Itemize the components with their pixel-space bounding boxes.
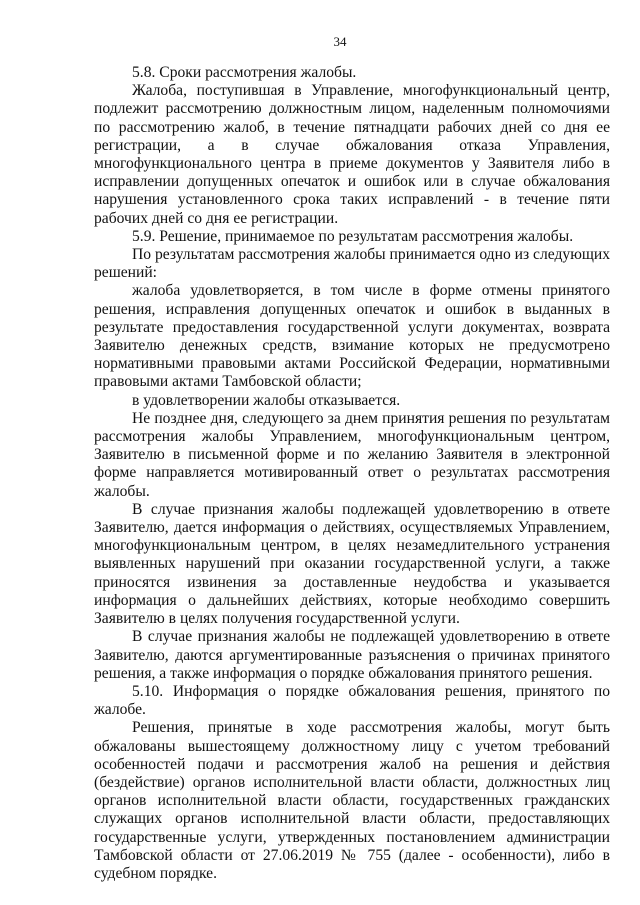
section-heading-5-8: 5.8. Сроки рассмотрения жалобы. [132, 64, 357, 81]
paragraph-appeal-procedure: Решения, принятые в ходе рассмотрения жалобы, могут быть обжалованы вышестоящему должностному лицу с учетом требований особенностей подачи и рассмотрения жалоб на решения и действия (бездействие) органов исполнительной власти области, должностных лиц органов исполнительной власти области, государственных гражданских служащих органов исполнительной власти области, предоставляющих государственные услуги, утвержденных постановлением администрации Тамбовской области от 27.06.2019 № 755 (далее - особенности), либо в судебном порядке. [94, 719, 610, 882]
paragraph-response-deadline: Не позднее дня, следующего за днем принятия решения по результатам рассмотрения жалобы Управлением, многофункциональным центром, Заявителю в письменной форме и по желанию Заявителя в электронной форме направляется мотивированный ответ о результатах рассмотрения жалобы. [94, 409, 610, 500]
paragraph-satisfied-response: В случае признания жалобы подлежащей удовлетворению в ответе Заявителю, дается информация о действиях, осуществляемых Управлением, многофункциональным центром, в целях незамедлительного устранения выявленных нарушений при оказании государственной услуги, а также приносятся извинения за доставленные неудобства и указывается информация о дальнейших действиях, которые необходимо совершить Заявителю в целях получения государственной услуги. [94, 500, 610, 628]
section-heading-5-9: 5.9. Решение, принимаемое по результатам рассмотрения жалобы. [132, 227, 574, 245]
document-body [94, 64, 610, 883]
section-heading-5-10: 5.10. Информация о порядке обжалования решения, принятого по жалобе. [94, 682, 610, 719]
page-number: 34 [333, 34, 347, 49]
paragraph-review-period: Жалоба, поступившая в Управление, многофункциональный центр, подлежит рассмотрению должностным лицом, наделенным полномочиями по рассмотрению жалоб, в течение пятнадцати рабочих дней со дня ее регистрации, а в случае обжалования отказа Управления, многофункционального центра в приеме документов у Заявителя либо в исправлении допущенных опечаток и ошибок или в случае обжалования нарушения установленного срока таких исправлений - в течение пяти рабочих дней со дня ее регистрации. [94, 82, 610, 227]
paragraph-decision-intro: По результатам рассмотрения жалобы принимается одно из следующих решений: [94, 246, 610, 282]
paragraph-complaint-satisfied: жалоба удовлетворяется, в том числе в форме отмены принятого решения, исправления допущенных опечаток и ошибок в выданных в результате предоставления государственной услуги документах, возврата Заявителю денежных средств, взимание которых не предусмотрено нормативными правовыми актами Российской Федерации, нормативными правовыми актами Тамбовской области; [94, 282, 610, 391]
paragraph-rejected-response: В случае признания жалобы не подлежащей удовлетворению в ответе Заявителю, даются аргументированные разъяснения о причинах принятого решения, а также информация о порядке обжалования принятого решения. [94, 628, 610, 682]
paragraph-complaint-rejected: в удовлетворении жалобы отказывается. [132, 391, 401, 409]
